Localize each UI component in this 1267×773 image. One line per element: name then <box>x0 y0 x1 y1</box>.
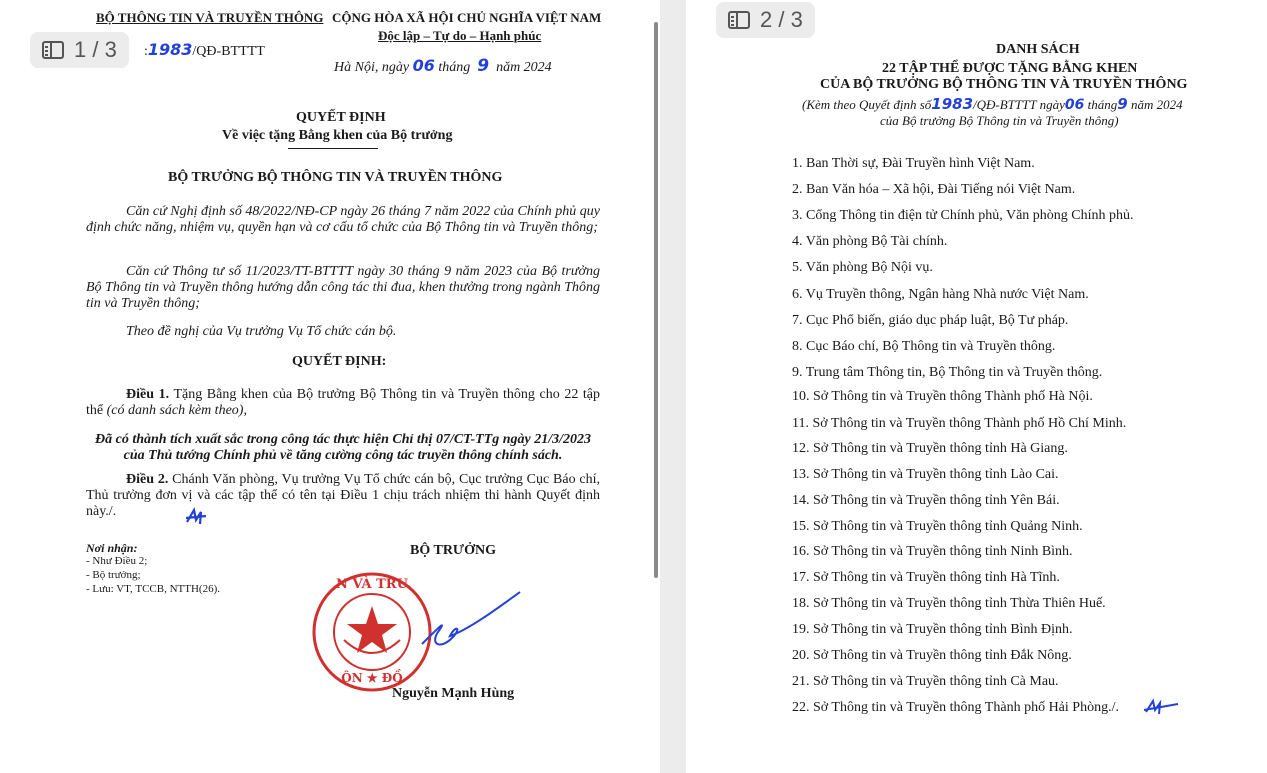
attachment-reference: (Kèm theo Quyết định số1983/QĐ-BTTTT ngày06 tháng9 năm 2024 <box>802 95 1183 113</box>
list-item: 10. Sở Thông tin và Truyền thông Thành phố Hà Nội. <box>792 389 1093 404</box>
article-2: Điều 2. Chánh Văn phòng, Vụ trưởng Vụ Tổ chức cán bộ, Cục trưởng Cục Báo chí, Thủ trưởng đơn vị và các tập thể có tên tại Điều 1 chịu trách nhiệm thi hành Quyết định này./. <box>86 472 601 519</box>
list-item: 20. Sở Thông tin và Truyền thông tỉnh Đắk Nông. <box>792 648 1072 663</box>
page-indicator-1[interactable] <box>30 32 129 68</box>
signer-name: Nguyễn Mạnh Hùng <box>392 686 515 701</box>
issuing-ministry: BỘ THÔNG TIN VÀ TRUYỀN THÔNG <box>96 10 324 25</box>
initials-mark <box>184 506 210 528</box>
handwritten-month: 9 <box>477 56 490 76</box>
initials-mark <box>1142 698 1182 718</box>
sidebar-toggle-icon <box>728 11 750 29</box>
list-item: 16. Sở Thông tin và Truyền thông tỉnh Ninh Bình. <box>792 544 1073 559</box>
svg-text:ÔN ★ ĐỒ: ÔN ★ ĐỒ <box>341 671 403 685</box>
list-item: 11. Sở Thông tin và Truyền thông Thành phố Hồ Chí Minh. <box>792 416 1127 431</box>
handwritten-number: 1983 <box>147 40 193 59</box>
document-page-2 <box>686 0 1267 773</box>
list-item: 22. Sở Thông tin và Truyền thông Thành phố Hải Phòng./. <box>792 700 1119 715</box>
recipient-item: - Như Điều 2; <box>86 555 148 567</box>
list-item: 18. Sở Thông tin và Truyền thông tỉnh Thừa Thiên Huế. <box>792 596 1106 611</box>
decision-title: QUYẾT ĐỊNH <box>296 110 386 125</box>
list-subtitle-2: CỦA BỘ TRƯỞNG BỘ THÔNG TIN VÀ TRUYỀN THÔNG <box>820 77 1188 92</box>
page-gutter <box>660 0 686 773</box>
legal-basis-1: Căn cứ Nghị định số 48/2022/NĐ-CP ngày 26 tháng 7 năm 2022 của Chính phủ quy định chức năng, nhiệm vụ, quyền hạn và cơ cấu tổ chức của Bộ Thông tin và Truyền thông; <box>86 204 600 235</box>
title-underline <box>288 148 378 149</box>
country-name: CỘNG HÒA XÃ HỘI CHỦ NGHĨA VIỆT NAM <box>332 10 602 25</box>
list-subtitle-1: 22 TẬP THỂ ĐƯỢC TẶNG BẰNG KHEN <box>882 61 1138 76</box>
decision-number: :1983/QĐ-BTTTT <box>144 40 265 59</box>
article-1: Điều 1. Tặng Bằng khen của Bộ trưởng Bộ Thông tin và Truyền thông cho 22 tập thể (có danh sách kèm theo), <box>86 387 601 418</box>
scrollbar-thumb[interactable] <box>654 22 658 578</box>
list-item: 15. Sở Thông tin và Truyền thông tỉnh Quảng Ninh. <box>792 519 1083 534</box>
page-indicator-2[interactable] <box>716 2 815 38</box>
list-item: 14. Sở Thông tin và Truyền thông tỉnh Yên Bái. <box>792 493 1060 508</box>
recipient-item: - Lưu: VT, TCCB, NTTH(26). <box>86 583 220 595</box>
recipients-title: Nơi nhận: <box>86 541 138 555</box>
list-item: 1. Ban Thời sự, Đài Truyền hình Việt Nam. <box>792 156 1035 171</box>
svg-text:N VÀ TRU: N VÀ TRU <box>336 577 408 592</box>
attachment-reference-line2: của Bộ trưởng Bộ Thông tin và Truyền thông) <box>880 113 1119 128</box>
list-item: 12. Sở Thông tin và Truyền thông tỉnh Hà Giang. <box>792 441 1068 456</box>
list-title: DANH SÁCH <box>996 42 1080 57</box>
list-item: 9. Trung tâm Thông tin, Bộ Thông tin và Truyền thông. <box>792 365 1103 380</box>
legal-basis-2: Căn cứ Thông tư số 11/2023/TT-BTTTT ngày 30 tháng 9 năm 2023 của Bộ trưởng Bộ Thông tin và Truyền thông hướng dẫn công tác thi đua, khen thưởng trong ngành Thông tin và Truyền thông; <box>86 264 600 311</box>
list-item: 3. Cổng Thông tin điện tử Chính phủ, Văn phòng Chính phủ. <box>792 208 1134 223</box>
list-item: 13. Sở Thông tin và Truyền thông tỉnh Lào Cai. <box>792 467 1059 482</box>
national-motto: Độc lập – Tự do – Hạnh phúc <box>378 28 542 43</box>
sidebar-toggle-icon <box>42 41 64 59</box>
authority-heading: BỘ TRƯỞNG BỘ THÔNG TIN VÀ TRUYỀN THÔNG <box>168 170 503 185</box>
list-item: 2. Ban Văn hóa – Xã hội, Đài Tiếng nói Việt Nam. <box>792 182 1076 197</box>
achievement-statement: Đã có thành tích xuất sắc trong công tác thực hiện Chỉ thị 07/CT-TTg ngày 21/3/2023 của Thủ tướng Chính phủ về tăng cường công tác truyền thông chính sách. <box>95 432 591 463</box>
list-item: 4. Văn phòng Bộ Tài chính. <box>792 234 948 249</box>
list-item: 17. Sở Thông tin và Truyền thông tỉnh Hà Tĩnh. <box>792 570 1060 585</box>
decide-heading: QUYẾT ĐỊNH: <box>292 354 387 369</box>
list-item: 5. Văn phòng Bộ Nội vụ. <box>792 260 933 275</box>
list-item: 6. Vụ Truyền thông, Ngân hàng Nhà nước Việt Nam. <box>792 287 1089 302</box>
page-counter: 2 / 3 <box>760 7 803 32</box>
legal-basis-3: Theo đề nghị của Vụ trưởng Vụ Tổ chức cán bộ. <box>126 324 397 339</box>
recipient-item: - Bộ trưởng; <box>86 569 141 581</box>
handwritten-day: 06 <box>412 56 435 75</box>
signature <box>408 588 528 666</box>
decision-subtitle: Về việc tặng Bằng khen của Bộ trưởng <box>222 128 453 143</box>
page-counter: 1 / 3 <box>74 37 117 62</box>
signer-title: BỘ TRƯỞNG <box>410 543 496 558</box>
list-item: 7. Cục Phổ biến, giáo dục pháp luật, Bộ Tư pháp. <box>792 313 1069 328</box>
list-item: 21. Sở Thông tin và Truyền thông tỉnh Cà Mau. <box>792 674 1059 689</box>
issue-date: Hà Nội, ngày 06 tháng 9 năm 2024 <box>334 56 552 76</box>
list-item: 8. Cục Báo chí, Bộ Thông tin và Truyền thông. <box>792 339 1056 354</box>
list-item: 19. Sở Thông tin và Truyền thông tỉnh Bình Định. <box>792 622 1073 637</box>
